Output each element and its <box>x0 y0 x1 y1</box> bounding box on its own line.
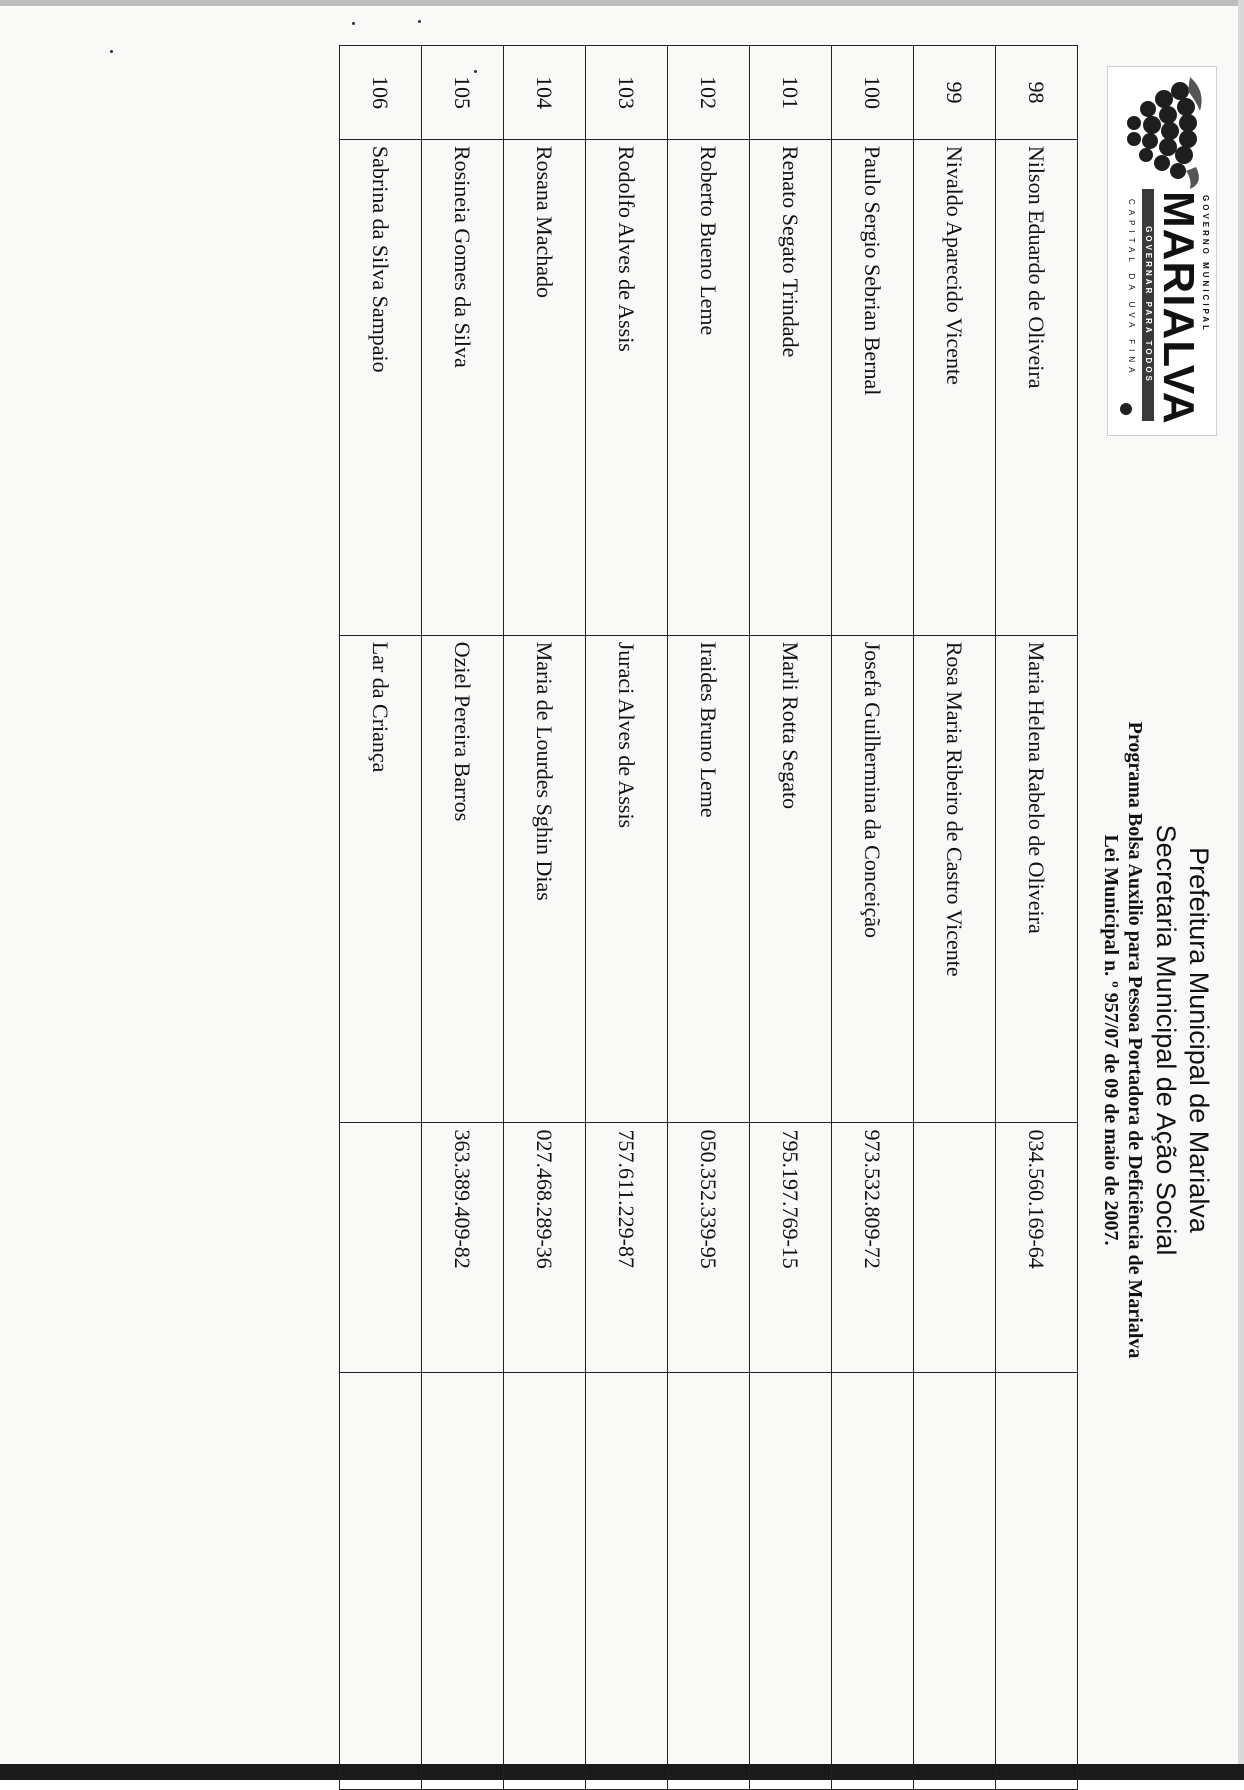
beneficiary-table <box>339 45 1078 1790</box>
cpf-number: 795.197.769-15 <box>750 1123 832 1372</box>
scan-speck <box>110 50 113 53</box>
row-number: 98 <box>996 46 1078 140</box>
blank-cell <box>750 1372 832 1789</box>
beneficiary-name: Sabrina da Silva Sampaio <box>340 139 422 635</box>
header-line-1: Prefeitura Municipal de Marialva <box>1184 847 1214 1233</box>
logo-name: MARIALVA <box>1154 191 1203 425</box>
table-row <box>750 46 832 1790</box>
row-number: 105 <box>422 46 504 140</box>
beneficiary-name: Rosineia Gomes da Silva <box>422 139 504 635</box>
scan-edge-right <box>1238 0 1244 1780</box>
row-number: 102 <box>668 46 750 140</box>
table-row <box>914 46 996 1790</box>
table-row <box>504 46 586 1790</box>
blank-cell <box>504 1372 586 1789</box>
cpf-number: 034.560.169-64 <box>996 1123 1078 1372</box>
cpf-number <box>340 1123 422 1372</box>
header-line-2: Secretaria Municipal de Ação Social <box>1151 824 1181 1256</box>
cpf-number <box>914 1123 996 1372</box>
row-number: 99 <box>914 46 996 140</box>
beneficiary-name: Roberto Bueno Leme <box>668 139 750 635</box>
beneficiary-name: Nivaldo Aparecido Vicente <box>914 139 996 635</box>
marialva-logo <box>1107 66 1217 436</box>
table-row <box>422 46 504 1790</box>
row-number: 103 <box>586 46 668 140</box>
responsible-name: Oziel Pereira Barros <box>422 635 504 1123</box>
responsible-name: Iraides Bruno Leme <box>668 635 750 1123</box>
table-row <box>996 46 1078 1790</box>
responsible-name: Maria de Lourdes Sghin Dias <box>504 635 586 1123</box>
rotated-document <box>145 30 1225 1730</box>
blank-cell <box>832 1372 914 1789</box>
blank-cell <box>586 1372 668 1789</box>
header-line-4: Lei Municipal n. º 957/07 de 09 de maio de 2007. <box>1100 834 1122 1246</box>
logo-slogan-band: GOVERNAR PARA TODOS <box>1142 189 1154 421</box>
table-row <box>340 46 422 1790</box>
cpf-number: 363.389.409-82 <box>422 1123 504 1372</box>
beneficiary-name: Nilson Eduardo de Oliveira <box>996 139 1078 635</box>
header-line-3: Programa Bolsa Auxilio para Pessoa Portadora de Deficiência de Marialva <box>1124 721 1146 1359</box>
logo-gov-text: GOVERNO MUNICIPAL <box>1201 195 1210 333</box>
row-number: 100 <box>832 46 914 140</box>
scan-speck <box>352 22 355 25</box>
blank-cell <box>340 1372 422 1789</box>
cpf-number: 027.468.289-36 <box>504 1123 586 1372</box>
responsible-name: Josefa Guilhermina da Conceição <box>832 635 914 1123</box>
blank-cell <box>422 1372 504 1789</box>
cpf-number: 757.611.229-87 <box>586 1123 668 1372</box>
table-row <box>832 46 914 1790</box>
responsible-name: Juraci Alves de Assis <box>586 635 668 1123</box>
table-row <box>668 46 750 1790</box>
scan-edge-top <box>0 0 1244 6</box>
blank-cell <box>914 1372 996 1789</box>
beneficiary-name: Rosana Machado <box>504 139 586 635</box>
blank-cell <box>668 1372 750 1789</box>
logo-tagline: CAPITAL DA UVA FINA <box>1127 199 1136 378</box>
blank-cell <box>996 1372 1078 1789</box>
beneficiary-name: Rodolfo Alves de Assis <box>586 139 668 635</box>
responsible-name: Rosa Maria Ribeiro de Castro Vicente <box>914 635 996 1123</box>
responsible-name: Lar da Criança <box>340 635 422 1123</box>
logo-dot-icon <box>1120 403 1132 415</box>
row-number: 106 <box>340 46 422 140</box>
responsible-name: Maria Helena Rabelo de Oliveira <box>996 635 1078 1123</box>
beneficiary-name: Renato Segato Trindade <box>750 139 832 635</box>
row-number: 101 <box>750 46 832 140</box>
table-row <box>586 46 668 1790</box>
cpf-number: 050.352.339-95 <box>668 1123 750 1372</box>
row-number: 104 <box>504 46 586 140</box>
responsible-name: Marli Rotta Segato <box>750 635 832 1123</box>
grape-cluster-icon <box>1114 71 1210 191</box>
cpf-number: 973.532.809-72 <box>832 1123 914 1372</box>
document-header <box>1099 450 1215 1630</box>
scan-speck <box>418 20 421 23</box>
beneficiary-name: Paulo Sergio Sebrian Bernal <box>832 139 914 635</box>
